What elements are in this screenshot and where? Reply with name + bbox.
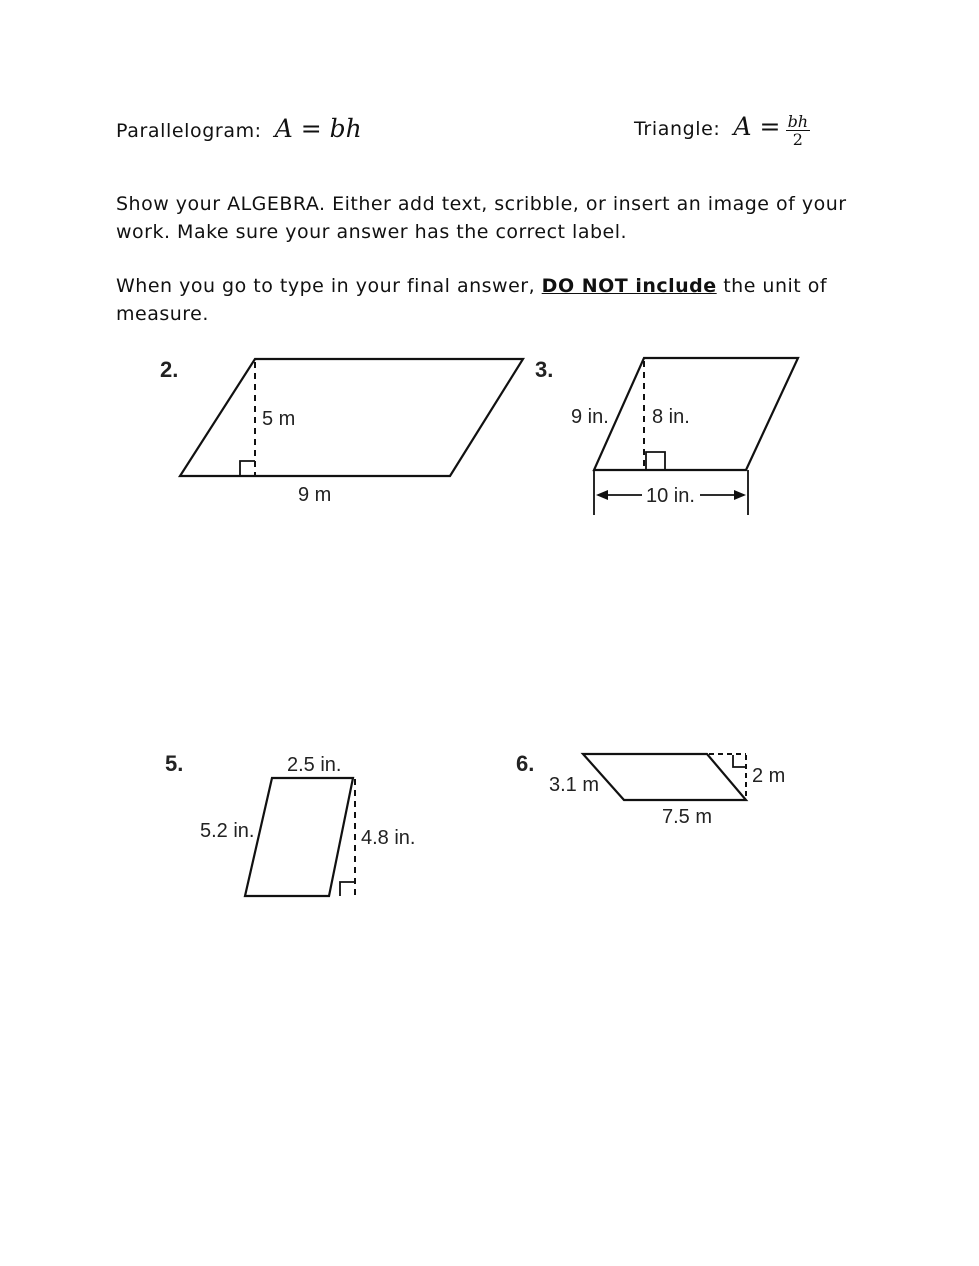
- problem-3-base-label: 10 in.: [646, 485, 695, 507]
- problem-6: [516, 751, 785, 828]
- problem-5-parallelogram: [245, 778, 353, 896]
- problem-3-number: 3.: [535, 357, 554, 382]
- problem-5: [165, 751, 415, 896]
- problem-2-number: 2.: [160, 357, 179, 382]
- problem-5-right-angle: [340, 882, 354, 896]
- problem-2-right-angle: [240, 461, 255, 476]
- problem-3-right-angle: [646, 452, 665, 470]
- problem-6-side-label: 3.1 m: [549, 774, 600, 796]
- problem-3-arrowhead-left: [596, 490, 608, 500]
- parallelogram-equation: A = bh: [274, 114, 362, 143]
- problem-2-parallelogram: [180, 359, 523, 476]
- instructions-text-post: the unit of measure.: [116, 275, 828, 325]
- problem-6-base-label: 7.5 m: [662, 806, 713, 828]
- problem-6-parallelogram: [583, 754, 746, 800]
- problem-2: [160, 357, 523, 506]
- problem-6-height-label: 2 m: [752, 765, 786, 787]
- instructions-emphasis: DO NOT include: [541, 275, 717, 297]
- problem-2-base-label: 9 m: [298, 484, 332, 506]
- problem-6-right-angle: [733, 755, 746, 767]
- problem-3-side-label: 9 in.: [571, 406, 609, 428]
- problem-3-arrowhead-right: [734, 490, 746, 500]
- instructions-text-pre: When you go to type in your final answer,: [116, 275, 542, 297]
- problem-5-side-label: 5.2 in.: [200, 820, 255, 842]
- problem-3-height-label: 8 in.: [652, 406, 690, 428]
- instructions-paragraph-1: Show your ALGEBRA. Either add text, scribble, or insert an image of your work. Make sure your answer has the correct label.: [116, 193, 847, 243]
- triangle-label: Triangle:: [634, 118, 721, 140]
- problem-5-number: 5.: [165, 751, 184, 776]
- problem-5-height-label: 4.8 in.: [361, 827, 416, 849]
- problem-5-top-label: 2.5 in.: [287, 754, 342, 776]
- triangle-equation-lhs: A =: [733, 112, 781, 141]
- parallelogram-label: Parallelogram:: [116, 120, 262, 142]
- problem-2-height-label: 5 m: [262, 408, 296, 430]
- problem-3: [535, 357, 798, 515]
- fraction-denominator: 2: [792, 130, 803, 149]
- fraction-numerator: bh: [787, 112, 809, 131]
- problem-3-parallelogram: [594, 358, 798, 470]
- problem-6-number: 6.: [516, 751, 535, 776]
